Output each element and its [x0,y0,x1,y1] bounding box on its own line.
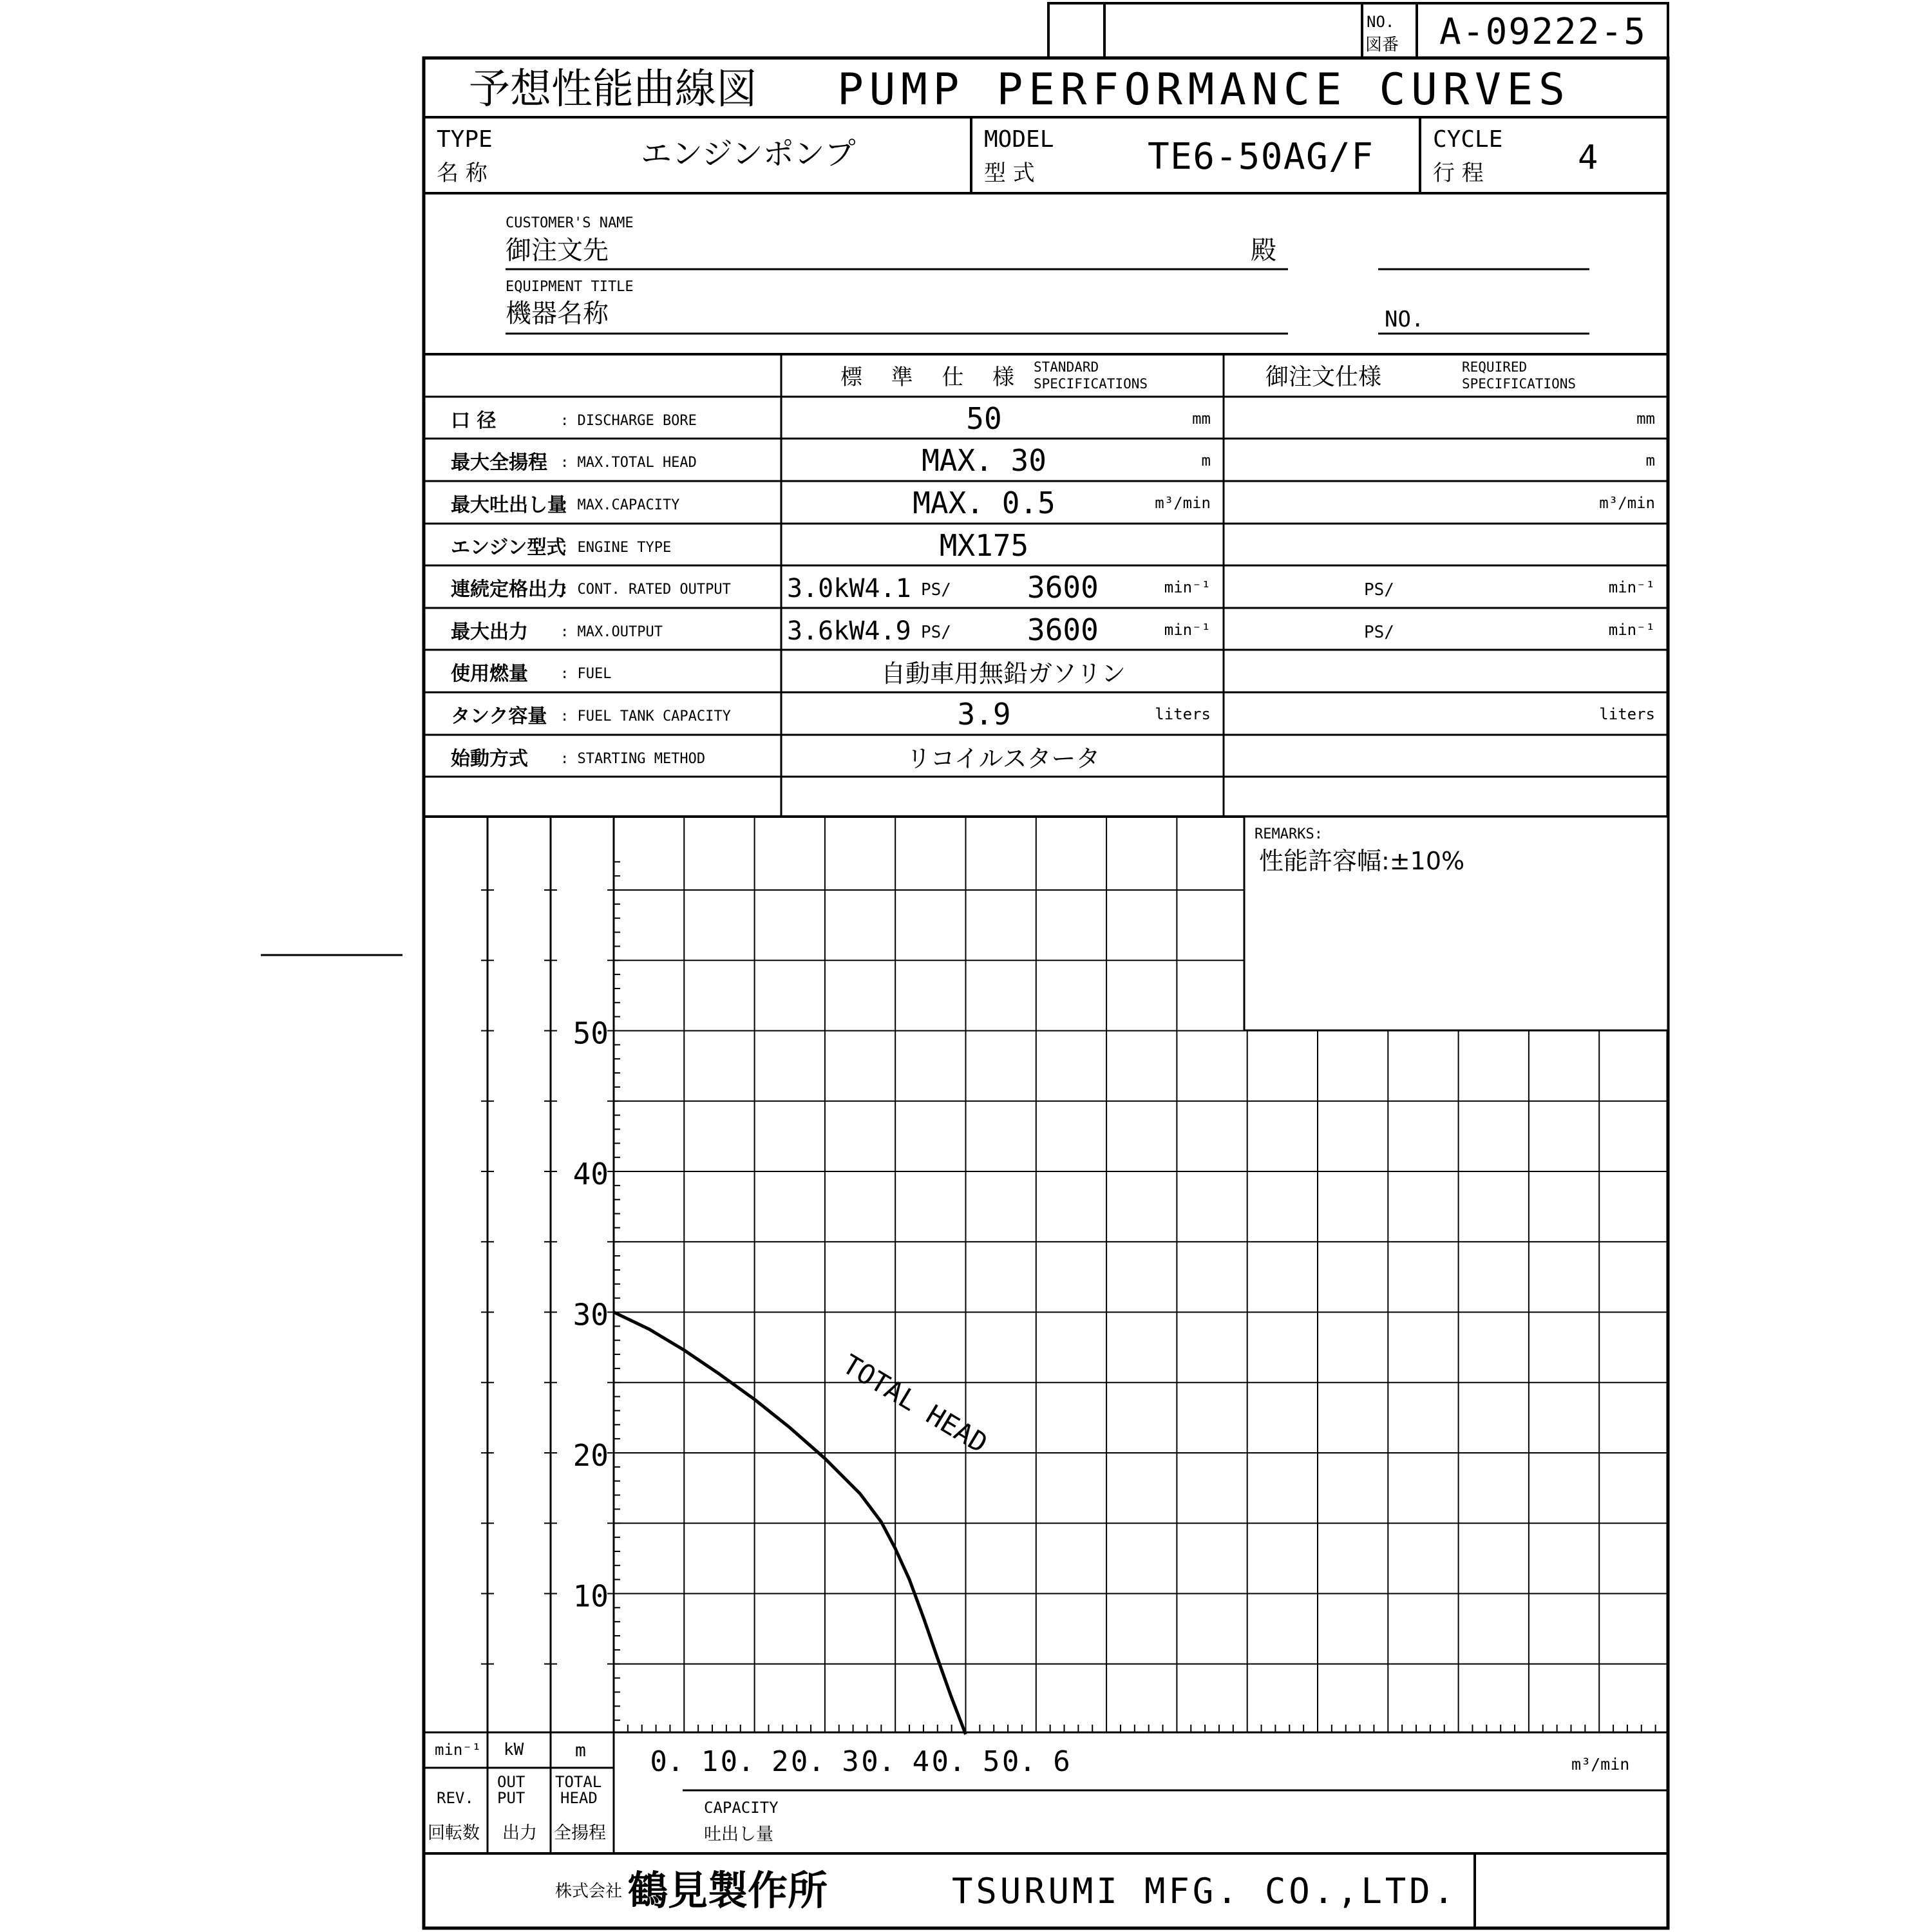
spec-row-std-value-b: PS/ [921,623,951,642]
spec-row-label-en: : MAX.CAPACITY [560,497,680,513]
spec-row-std-value-a: 3.6kW4.9 [787,616,911,646]
spec-row-label-en: : DISCHARGE BORE [560,413,697,429]
spec-row-req-mid: PS/ [1364,580,1394,600]
x-tick-label: 0. 4 [861,1745,930,1778]
spec-row-std-value: MAX. 30 [922,443,1046,478]
y-tick-label: 50 [573,1016,609,1051]
company-prefix: 株式会社 [555,1882,623,1901]
cycle-value: 4 [1578,138,1598,177]
spec-row-req-unit: m³/min [1599,494,1655,512]
spec-row-req-unit: liters [1599,705,1655,723]
spec-row-std-value: 3600 [1027,570,1099,605]
cycle-label-jp: 行 程 [1433,160,1484,186]
x-tick-label: 0. 1 [650,1745,719,1778]
output-label-jp: 出力 [502,1823,537,1843]
honorific: 殿 [1251,236,1276,265]
std-spec-header-jp: 標 準 仕 様 [840,365,1014,390]
output-label-en-1: OUT [497,1773,526,1791]
no-label-jp: 図番 [1365,35,1399,55]
spec-row-req-unit: m [1645,451,1655,469]
model-label-jp: 型 式 [984,160,1035,186]
spec-row-std-value: 3.9 [957,697,1011,732]
spec-row-std-value: リコイルスタータ [906,744,1101,773]
y-tick-label: 10 [573,1578,609,1614]
spec-row-std-value: 自動車用無鉛ガソリン [880,659,1126,688]
spec-row-label-en: : MAX.TOTAL HEAD [560,455,697,471]
head-label-en-2: HEAD [560,1789,598,1807]
std-spec-header-en-2: SPECIFICATIONS [1034,376,1148,392]
model-label: MODEL [984,126,1054,153]
spec-row-std-value-b: PS/ [921,580,951,600]
std-spec-header-en-1: STANDARD [1034,359,1099,375]
spec-row-label-en: : FUEL [560,666,612,682]
spec-row-std-value: MAX. 0.5 [913,486,1056,520]
head-label-jp: 全揚程 [554,1823,606,1843]
company-name-jp: 鶴見製作所 [628,1867,828,1914]
equipment-label: EQUIPMENT TITLE [506,279,634,295]
spec-row-req-unit: mm [1636,410,1655,428]
rev-label-jp: 回転数 [428,1823,480,1843]
spec-row-std-value: 50 [966,401,1002,436]
rev-unit: min⁻¹ [435,1741,482,1759]
spec-rows [451,401,1655,773]
capacity-unit: m³/min [1571,1755,1630,1774]
spec-row-std-unit: mm [1192,410,1211,428]
title-jp: 予想性能曲線図 [469,66,757,113]
capacity-label-jp: 吐出し量 [704,1824,773,1844]
type-value: エンジンポンプ [641,136,856,172]
spec-row-std-unit: min⁻¹ [1164,621,1211,639]
spec-row-label-en: : MAX.OUTPUT [560,624,663,640]
spec-row-std-unit: m [1201,451,1211,469]
customer-label-jp: 御注文先 [506,236,609,265]
equipment-no-label: NO. [1385,307,1425,332]
drawing-number: A-09222-5 [1439,11,1645,53]
remarks-text: 性能許容幅:±10% [1259,847,1465,875]
y-tick-label: 30 [573,1297,609,1332]
kw-unit: kW [504,1740,524,1759]
y-tick-label: 20 [573,1438,609,1473]
type-label-jp: 名 称 [437,160,488,186]
spec-row-label-en: : FUEL TANK CAPACITY [560,708,731,724]
spec-row-req-unit: min⁻¹ [1608,621,1655,639]
spec-row-label-en: : STARTING METHOD [560,751,706,767]
spec-row-std-value: 3600 [1027,612,1099,647]
spec-row-std-value-a: 3.0kW4.1 [787,574,911,603]
spec-row-std-unit: min⁻¹ [1164,578,1211,596]
x-tick-label: 0. 6 [1001,1745,1070,1778]
curve-label: TOTAL HEAD [837,1348,993,1459]
spec-row-std-unit: m³/min [1155,494,1211,512]
spec-row-label-jp: エンジン型式 [451,536,566,559]
req-spec-header-en-1: REQUIRED [1462,359,1528,375]
spec-row-req-mid: PS/ [1364,623,1394,642]
spec-row-label-jp: 連続定格出力 [451,578,567,601]
spec-row-label-jp: タンク容量 [451,705,547,728]
req-spec-header-jp: 御注文仕様 [1265,364,1382,390]
output-label-en-2: PUT [497,1789,526,1807]
spec-row-label-jp: 最大出力 [451,621,528,643]
x-tick-label: 0. 5 [931,1745,1000,1778]
remarks-label: REMARKS: [1255,826,1323,842]
x-tick-label: 0. 2 [720,1745,789,1778]
capacity-label-en: CAPACITY [704,1799,779,1817]
spec-row-std-unit: liters [1155,705,1211,723]
cycle-label: CYCLE [1433,126,1503,153]
spec-row-label-jp: 口 径 [451,410,497,432]
spec-row-label-jp: 最大全揚程 [451,451,547,474]
company-name-en: TSURUMI MFG. CO.,LTD. [952,1871,1454,1911]
head-label-en-1: TOTAL [555,1773,602,1791]
spec-row-req-unit: min⁻¹ [1608,578,1655,596]
spec-row-label-jp: 使用燃量 [451,663,528,685]
x-tick-label: 0. 3 [790,1745,859,1778]
req-spec-header-en-2: SPECIFICATIONS [1462,376,1577,392]
title-en: PUMP PERFORMANCE CURVES [837,64,1565,115]
m-unit: m [575,1739,586,1761]
spec-row-label-en: : CONT. RATED OUTPUT [560,582,731,598]
equipment-label-jp: 機器名称 [506,299,609,328]
spec-row-label-jp: 始動方式 [451,748,528,770]
spec-row-std-value: MX175 [939,528,1029,563]
spec-row-label-en: : ENGINE TYPE [560,540,672,556]
model-value: TE6-50AG/F [1148,136,1373,178]
type-label: TYPE [437,126,493,153]
y-tick-label: 40 [573,1157,609,1191]
spec-row-label-jp: 最大吐出し量 [451,494,567,516]
rev-label-en: REV. [437,1789,474,1807]
no-label: NO. [1367,13,1395,31]
customer-label: CUSTOMER'S NAME [506,215,634,231]
